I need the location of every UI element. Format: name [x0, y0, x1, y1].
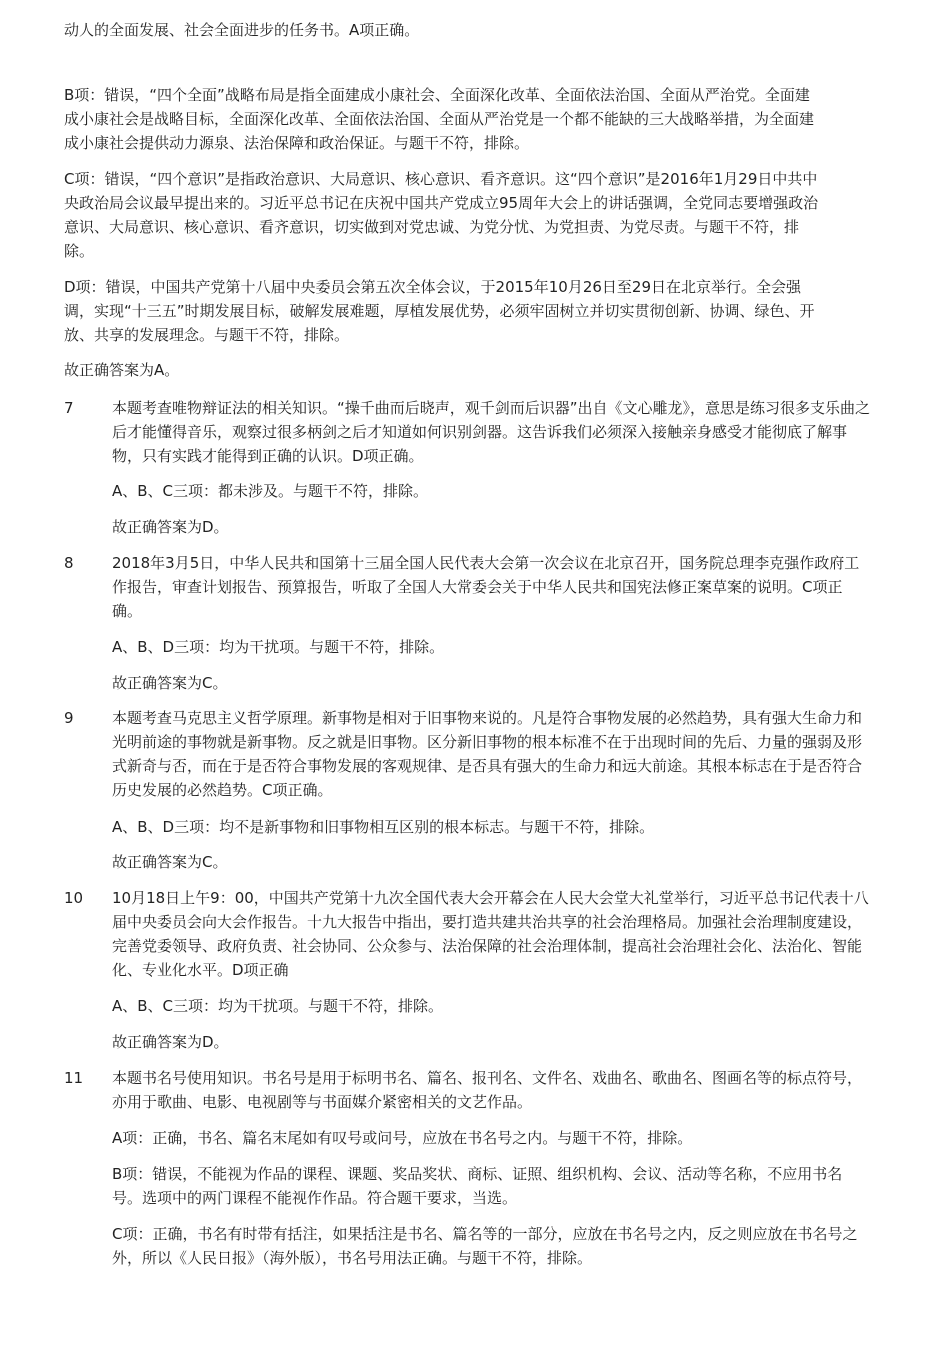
question-explanation: 2018年3月5日，中华人民共和国第十三届全国人民代表大会第一次会议在北京召开，国务院总理李克强作政府工作报告，审查计划报告、预算报告，听取了全国人大常委会关于中华人民共和国宪法修正案草案的说明。C项正确。 [112, 554, 860, 620]
question-explanation: 本题书名号使用知识。书名号是用于标明书名、篇名、报刊名、文件名、戏曲名、歌曲名、图画名等的标点符号，亦用于歌曲、电影、电视剧等与书面媒介紧密相关的文艺作品。 [112, 1069, 863, 1111]
paragraph-option-c: C项：错误，“四个意识”是指政治意识、大局意识、核心意识、看齐意识。这“四个意识”是2016年1月29日中共中央政治局会议最早提出来的。习近平总书记在庆祝中国共产党成立95周年大会上的讲话强调，全党同志要增强政治意识、大局意识、核心意识、看齐意识，切实做到对党忠诚、为党分忧、为党担责、为党尽责。与题干不符，排除。 [64, 170, 819, 260]
paragraph-answer: 故正确答案为A。 [64, 361, 180, 379]
question-options-note: A、B、D三项：均为干扰项。与题干不符，排除。 [112, 638, 445, 656]
paragraph-option-b: B项：错误，“四个全面”战略布局是指全面建成小康社会、全面深化改革、全面依法治国、全面从严治党。全面建成小康社会是战略目标，全面深化改革、全面依法治国、全面从严治党是一个都不能缺的三大战略举措，为全面建成小康社会提供动力源泉、法治保障和政治保证。与题干不符，排除。 [64, 86, 815, 152]
question-answer: 故正确答案为D。 [112, 1033, 229, 1051]
question-answer: 故正确答案为D。 [112, 518, 229, 536]
option-a-explanation: A项：正确，书名、篇名末尾如有叹号或问号，应放在书名号之内。与题干不符，排除。 [112, 1129, 693, 1147]
question-options-note: A、B、C三项：都未涉及。与题干不符，排除。 [112, 482, 429, 500]
question-number: 9 [64, 709, 74, 727]
question-options-note: A、B、D三项：均不是新事物和旧事物相互区别的根本标志。与题干不符，排除。 [112, 818, 655, 836]
question-number: 7 [64, 399, 74, 417]
question-explanation: 本题考查唯物辩证法的相关知识。“操千曲而后晓声，观千剑而后识器”出自《文心雕龙》，意思是练习很多支乐曲之后才能懂得音乐，观察过很多柄剑之后才知道如何识别剑器。这告诉我们必须深入接触亲身感受才能彻底了解事物，只有实践才能得到正确的认识。D项正确。 [112, 399, 871, 465]
question-number: 10 [64, 889, 84, 907]
question-number: 8 [64, 554, 74, 572]
question-answer: 故正确答案为C。 [112, 674, 228, 692]
question-number: 11 [64, 1069, 84, 1087]
question-answer: 故正确答案为C。 [112, 853, 228, 871]
question-explanation: 本题考查马克思主义哲学原理。新事物是相对于旧事物来说的。凡是符合事物发展的必然趋势，具有强大生命力和光明前途的事物就是新事物。反之就是旧事物。区分新旧事物的根本标准不在于出现时间的先后、力量的强弱及形式新奇与否，而在于是否符合事物发展的客观规律、是否具有强大的生命力和远大前途。其根本标志在于是否符合历史发展的必然趋势。C项正确。 [112, 709, 863, 799]
option-b-explanation: B项：错误，不能视为作品的课程、课题、奖品奖状、商标、证照、组织机构、会议、活动等名称，不应用书名号。选项中的两门课程不能视作作品。符合题干要求，当选。 [112, 1165, 843, 1207]
question-options-note: A、B、C三项：均为干扰项。与题干不符，排除。 [112, 997, 444, 1015]
paragraph-conclusion-a-correct: 动人的全面发展、社会全面进步的任务书。A项正确。 [64, 21, 420, 39]
option-c-explanation: C项：正确，书名有时带有括注，如果括注是书名、篇名等的一部分，应放在书名号之内，反之则应放在书名号之外，所以《人民日报》（海外版），书名号用法正确。与题干不符，排除。 [112, 1225, 858, 1267]
paragraph-option-d: D项：错误，中国共产党第十八届中央委员会第五次全体会议，于2015年10月26日至29日在北京举行。全会强调，实现“十三五”时期发展目标，破解发展难题，厚植发展优势，必须牢固树立并切实贯彻创新、协调、绿色、开放、共享的发展理念。与题干不符，排除。 [64, 278, 815, 344]
question-explanation: 10月18日上午9：00，中国共产党第十九次全国代表大会开幕会在人民大会堂大礼堂举行，习近平总书记代表十八届中央委员会向大会作报告。十九大报告中指出，要打造共建共治共享的社会治理格局。加强社会治理制度建设，完善党委领导、政府负责、社会协同、公众参与、法治保障的社会治理体制，提高社会治理社会化、法治化、智能化、专业化水平。D项正确 [112, 889, 869, 979]
